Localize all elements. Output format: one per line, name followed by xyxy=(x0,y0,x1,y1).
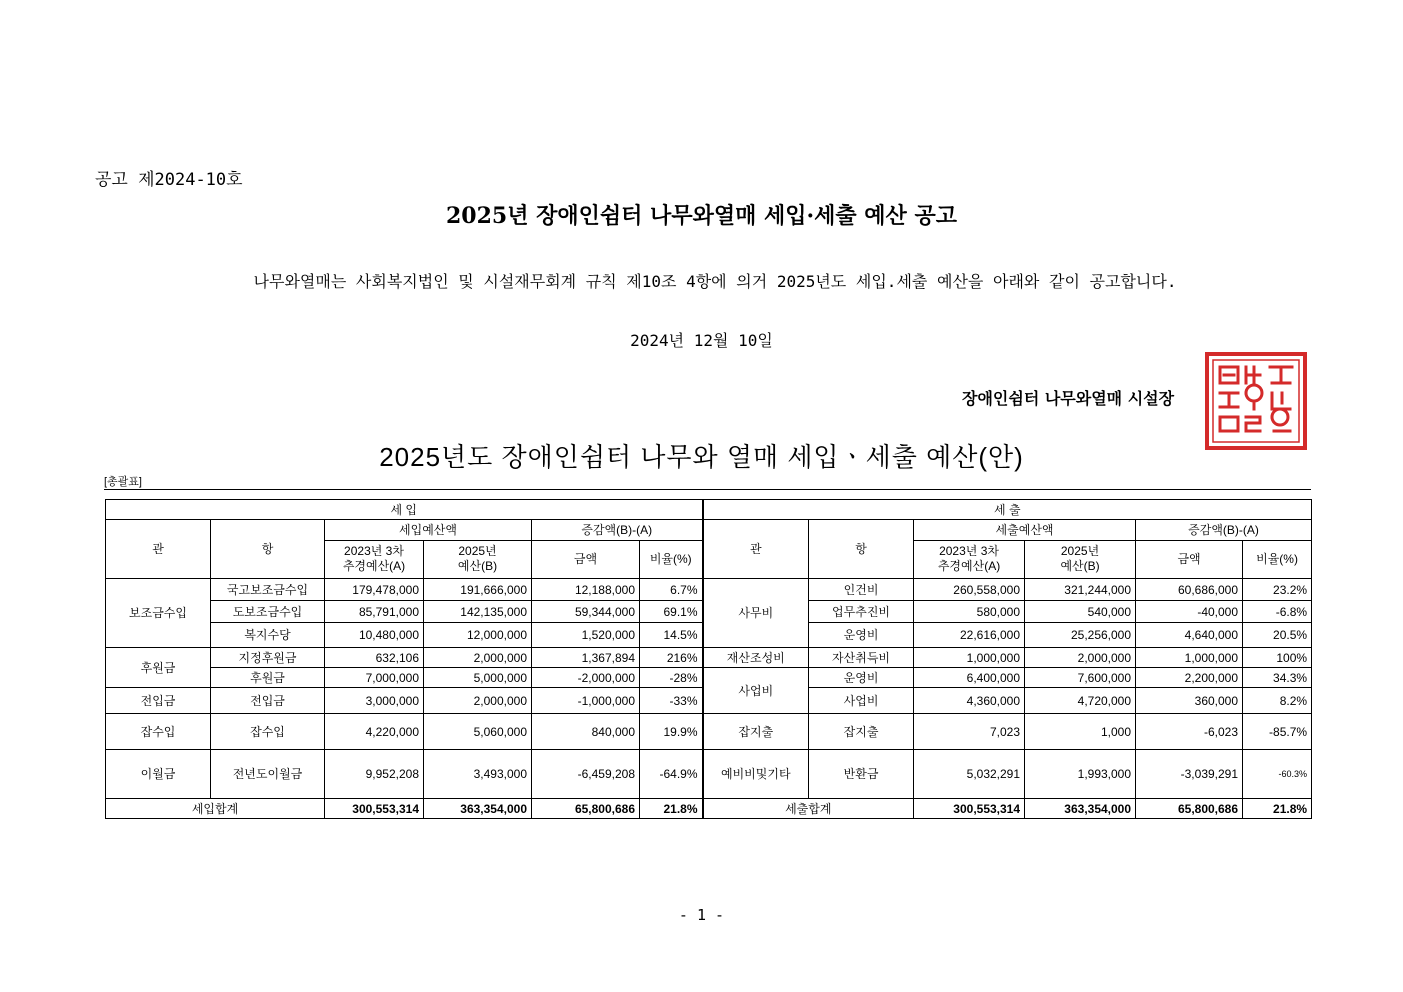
expense-gwan-cell: 사무비 xyxy=(703,579,809,648)
expense-ratio-cell: -85.7% xyxy=(1243,714,1312,750)
income-cur-cell: 5,000,000 xyxy=(424,668,532,688)
expense-prev-cell: 22,616,000 xyxy=(914,623,1025,648)
cur-line-1: 2025년 xyxy=(458,544,497,559)
income-ratio-cell: 216% xyxy=(640,648,703,668)
income-cur-cell: 142,135,000 xyxy=(424,601,532,623)
prev-line-1: 2023년 3차 xyxy=(344,544,404,559)
income-diff-cell: -6,459,208 xyxy=(532,750,640,799)
income-ratio-header: 비율(%) xyxy=(640,540,703,578)
income-total-prev: 300,553,314 xyxy=(325,799,424,819)
expense-prev-cell: 1,000,000 xyxy=(914,648,1025,668)
expense-diff-cell: -40,000 xyxy=(1136,601,1243,623)
income-prev-header xyxy=(325,540,424,578)
expense-hang-cell: 운영비 xyxy=(809,623,914,648)
income-prev-cell: 632,106 xyxy=(325,648,424,668)
income-total-cur: 363,354,000 xyxy=(424,799,532,819)
expense-hang-cell: 운영비 xyxy=(809,668,914,688)
expense-cur-cell: 2,000,000 xyxy=(1025,648,1136,668)
income-total-ratio: 21.8% xyxy=(640,799,703,819)
official-seal-icon xyxy=(1204,351,1308,451)
intro-paragraph: 나무와열매는 사회복지법인 및 시설재무회계 규칙 제10조 4항에 의거 2025년도 세입.세출 예산을 아래와 같이 공고합니다. xyxy=(253,272,1177,291)
expense-hang-cell: 사업비 xyxy=(809,688,914,714)
summary-rule xyxy=(104,489,1311,490)
income-ratio-cell: -64.9% xyxy=(640,750,703,799)
expense-gwan-cell: 예비비및기타 xyxy=(703,750,809,799)
income-prev-cell: 9,952,208 xyxy=(325,750,424,799)
summary-label: [총괄표] xyxy=(104,476,142,488)
expense-change-header: 증감액(B)-(A) xyxy=(1136,520,1312,541)
table-row xyxy=(106,750,1312,799)
income-total-label: 세입합계 xyxy=(106,799,325,819)
expense-prev-header xyxy=(914,540,1025,578)
expense-total-diff: 65,800,686 xyxy=(1136,799,1243,819)
income-diff-cell: -2,000,000 xyxy=(532,668,640,688)
expense-prev-cell: 580,000 xyxy=(914,601,1025,623)
expense-diff-cell: 1,000,000 xyxy=(1136,648,1243,668)
expense-diff-cell: 360,000 xyxy=(1136,688,1243,714)
expense-ratio-cell: 23.2% xyxy=(1243,579,1312,601)
expense-section-header: 세 출 xyxy=(703,500,1312,520)
expense-total-ratio: 21.8% xyxy=(1243,799,1312,819)
income-diff-cell: 1,520,000 xyxy=(532,623,640,648)
income-gwan-cell: 이월금 xyxy=(106,750,211,799)
income-gwan-cell: 보조금수입 xyxy=(106,579,211,648)
income-cur-cell: 5,060,000 xyxy=(424,714,532,750)
income-cur-cell: 191,666,000 xyxy=(424,579,532,601)
expense-hang-cell: 잡지출 xyxy=(809,714,914,750)
income-diff-cell: -1,000,000 xyxy=(532,688,640,714)
expense-prev-cell: 260,558,000 xyxy=(914,579,1025,601)
income-ratio-cell: 69.1% xyxy=(640,601,703,623)
income-prev-cell: 179,478,000 xyxy=(325,579,424,601)
table-row xyxy=(106,714,1312,750)
income-budget-header: 세입예산액 xyxy=(325,520,532,541)
expense-ratio-cell: 8.2% xyxy=(1243,688,1312,714)
income-prev-cell: 3,000,000 xyxy=(325,688,424,714)
expense-cur-header xyxy=(1025,540,1136,578)
expense-hang-cell: 업무추진비 xyxy=(809,601,914,623)
income-cur-cell: 3,493,000 xyxy=(424,750,532,799)
income-gwan-cell: 잡수입 xyxy=(106,714,211,750)
expense-gwan-cell: 사업비 xyxy=(703,668,809,714)
income-cur-header xyxy=(424,540,532,578)
expense-gwan-header: 관 xyxy=(703,520,809,579)
table-row xyxy=(106,668,1312,688)
expense-diff-cell: 60,686,000 xyxy=(1136,579,1243,601)
income-gwan-cell: 전입금 xyxy=(106,688,211,714)
income-gwan-cell: 후원금 xyxy=(106,648,211,688)
signer-title: 장애인쉼터 나무와열매 시설장 xyxy=(962,389,1175,408)
income-ratio-cell: 6.7% xyxy=(640,579,703,601)
income-ratio-cell: -33% xyxy=(640,688,703,714)
expense-hang-cell: 인건비 xyxy=(809,579,914,601)
income-ratio-cell: 14.5% xyxy=(640,623,703,648)
income-hang-cell: 전입금 xyxy=(211,688,325,714)
expense-prev-cell: 5,032,291 xyxy=(914,750,1025,799)
income-hang-cell: 지정후원금 xyxy=(211,648,325,668)
expense-cur-cell: 1,000 xyxy=(1025,714,1136,750)
income-cur-cell: 2,000,000 xyxy=(424,648,532,668)
total-row xyxy=(106,799,1312,819)
expense-ratio-cell: -60.3% xyxy=(1243,750,1312,799)
income-diff-cell: 59,344,000 xyxy=(532,601,640,623)
expense-cur-cell: 7,600,000 xyxy=(1025,668,1136,688)
income-prev-cell: 10,480,000 xyxy=(325,623,424,648)
expense-diff-cell: -6,023 xyxy=(1136,714,1243,750)
table-title: 2025년도 장애인쉼터 나무와 열매 세입ㆍ세출 예산(안) xyxy=(379,442,1024,472)
income-ratio-cell: 19.9% xyxy=(640,714,703,750)
expense-cur-cell: 4,720,000 xyxy=(1025,688,1136,714)
expense-ratio-header: 비율(%) xyxy=(1243,540,1312,578)
cur-line-2: 예산(B) xyxy=(1060,559,1100,574)
income-change-header: 증감액(B)-(A) xyxy=(532,520,703,541)
expense-ratio-cell: 34.3% xyxy=(1243,668,1312,688)
prev-line-2: 추경예산(A) xyxy=(342,559,406,574)
income-diff-cell: 1,367,894 xyxy=(532,648,640,668)
page-number: - 1 - xyxy=(678,906,725,924)
expense-hang-cell: 자산취득비 xyxy=(809,648,914,668)
expense-gwan-cell: 재산조성비 xyxy=(703,648,809,668)
income-gwan-header: 관 xyxy=(106,520,211,579)
expense-cur-cell: 540,000 xyxy=(1025,601,1136,623)
expense-diff-cell: -3,039,291 xyxy=(1136,750,1243,799)
expense-ratio-cell: 20.5% xyxy=(1243,623,1312,648)
income-ratio-cell: -28% xyxy=(640,668,703,688)
income-hang-header: 항 xyxy=(211,520,325,579)
income-hang-cell: 도보조금수입 xyxy=(211,601,325,623)
income-hang-cell: 잡수입 xyxy=(211,714,325,750)
expense-cur-cell: 321,244,000 xyxy=(1025,579,1136,601)
notice-number: 공고 제2024-10호 xyxy=(95,170,243,190)
header-row-sections xyxy=(106,500,1312,520)
cur-line-1: 2025년 xyxy=(1060,544,1100,559)
expense-prev-cell: 6,400,000 xyxy=(914,668,1025,688)
expense-total-label: 세출합계 xyxy=(703,799,914,819)
prev-line-2: 추경예산(A) xyxy=(937,559,1001,574)
income-cur-cell: 12,000,000 xyxy=(424,623,532,648)
income-diff-cell: 12,188,000 xyxy=(532,579,640,601)
expense-diff-cell: 2,200,000 xyxy=(1136,668,1243,688)
document-title: 2025년 장애인쉼터 나무와열매 세입·세출 예산 공고 xyxy=(446,203,957,229)
header-row-groups xyxy=(106,520,1312,541)
income-hang-cell: 복지수당 xyxy=(211,623,325,648)
income-prev-cell: 4,220,000 xyxy=(325,714,424,750)
expense-total-prev: 300,553,314 xyxy=(914,799,1025,819)
income-total-diff: 65,800,686 xyxy=(532,799,640,819)
income-hang-cell: 국고보조금수입 xyxy=(211,579,325,601)
table-row xyxy=(106,579,1312,601)
expense-diff-cell: 4,640,000 xyxy=(1136,623,1243,648)
expense-hang-cell: 반환금 xyxy=(809,750,914,799)
expense-cur-cell: 1,993,000 xyxy=(1025,750,1136,799)
income-hang-cell: 전년도이월금 xyxy=(211,750,325,799)
income-hang-cell: 후원금 xyxy=(211,668,325,688)
expense-ratio-cell: -6.8% xyxy=(1243,601,1312,623)
expense-total-cur: 363,354,000 xyxy=(1025,799,1136,819)
cur-line-2: 예산(B) xyxy=(457,559,498,574)
table-row xyxy=(106,648,1312,668)
expense-amount-header: 금액 xyxy=(1136,540,1243,578)
budget-table xyxy=(105,499,1312,819)
income-section-header: 세 입 xyxy=(106,500,703,520)
expense-cur-cell: 25,256,000 xyxy=(1025,623,1136,648)
expense-budget-header: 세출예산액 xyxy=(914,520,1136,541)
expense-prev-cell: 7,023 xyxy=(914,714,1025,750)
income-cur-cell: 2,000,000 xyxy=(424,688,532,714)
expense-hang-header: 항 xyxy=(809,520,914,579)
prev-line-1: 2023년 3차 xyxy=(939,544,999,559)
income-prev-cell: 7,000,000 xyxy=(325,668,424,688)
income-amount-header: 금액 xyxy=(532,540,640,578)
expense-ratio-cell: 100% xyxy=(1243,648,1312,668)
income-diff-cell: 840,000 xyxy=(532,714,640,750)
announcement-date: 2024년 12월 10일 xyxy=(630,331,773,350)
expense-gwan-cell: 잡지출 xyxy=(703,714,809,750)
expense-prev-cell: 4,360,000 xyxy=(914,688,1025,714)
income-prev-cell: 85,791,000 xyxy=(325,601,424,623)
